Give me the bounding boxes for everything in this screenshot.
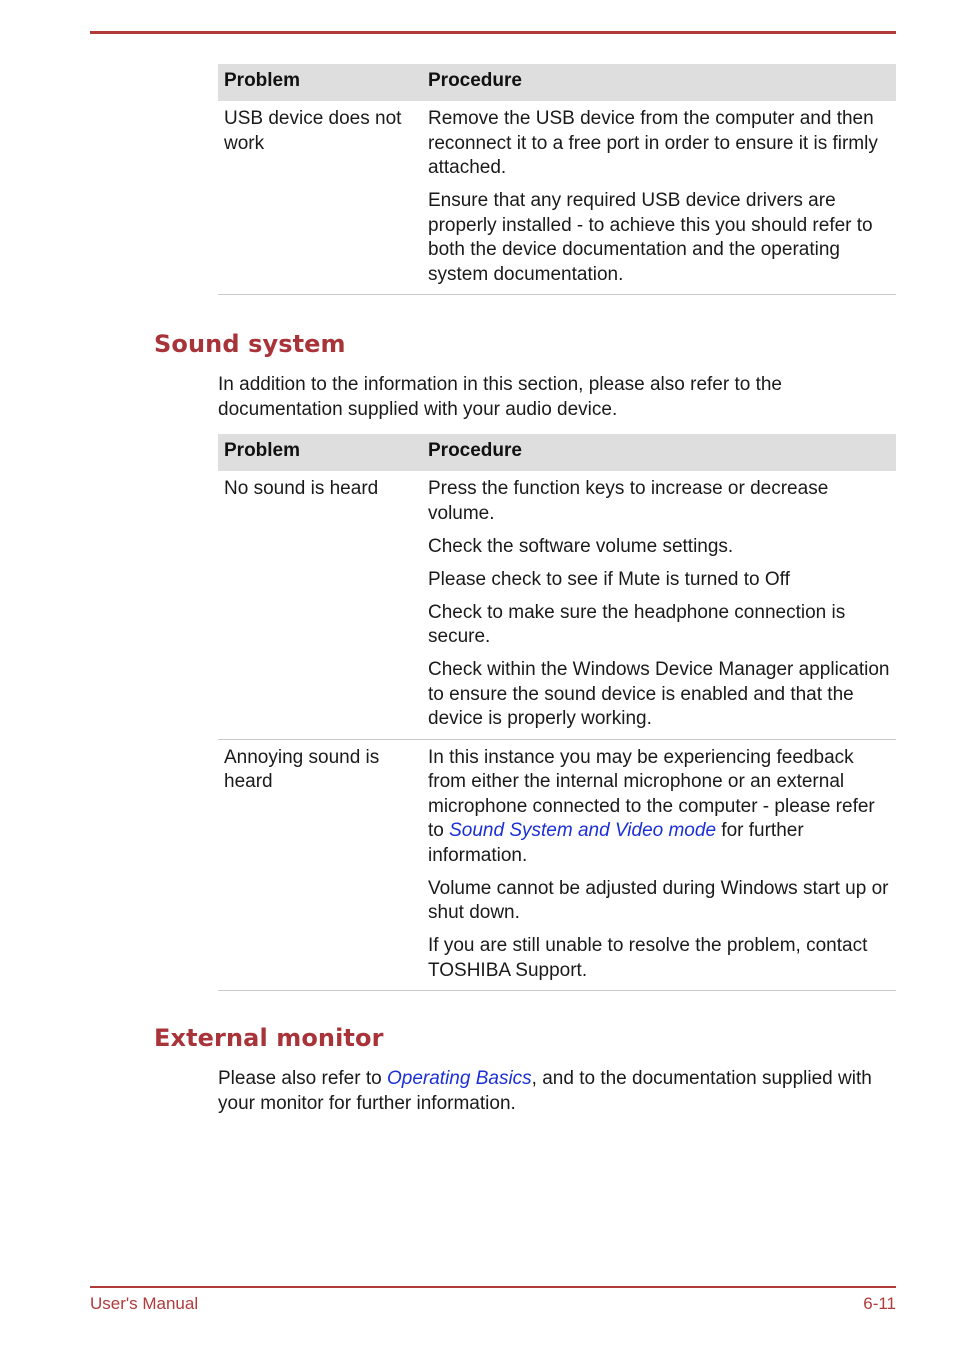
sound-section — [218, 373, 896, 422]
sound-system-video-mode-link[interactable]: Sound System and Video mode — [449, 820, 717, 841]
external-monitor-section — [218, 1067, 896, 1116]
procedure-cell — [422, 739, 896, 991]
problem-cell: USB device does not work — [218, 101, 422, 295]
procedure-step: Ensure that any required USB device drivers are properly installed - to achieve this you should refer to both the device documentation and the operating system documentation. — [428, 190, 873, 285]
procedure-step: Check to make sure the headphone connection is secure. — [428, 601, 846, 647]
column-header-procedure: Procedure — [422, 64, 896, 101]
external-monitor-text — [218, 1067, 896, 1116]
procedure-step: Check the software volume settings. — [428, 535, 734, 557]
procedure-step: Press the function keys to increase or decrease volume. — [428, 478, 829, 524]
feedback-text-after: for further information. — [428, 820, 804, 866]
table-row — [218, 471, 896, 739]
footer-manual-title: User's Manual — [90, 1294, 199, 1313]
operating-basics-link[interactable]: Operating Basics — [386, 1068, 532, 1089]
procedure-step: If you are still unable to resolve the problem, contact TOSHIBA Support. — [428, 935, 868, 981]
column-header-problem: Problem — [218, 64, 422, 101]
table-header-row — [218, 434, 896, 471]
procedure-step: Volume cannot be adjusted during Windows start up or shut down. — [428, 877, 889, 923]
footer-page-number: 6-11 — [863, 1294, 896, 1313]
sound-intro-text: In addition to the information in this section, please also refer to the documentation supplied with your audio device. — [218, 374, 782, 420]
procedure-step: Please check to see if Mute is turned to Off — [428, 568, 790, 590]
procedure-step: Check within the Windows Device Manager application to ensure the sound device is enabled and that the device is properly working. — [428, 659, 890, 729]
sound-problem-table — [218, 434, 896, 991]
problem-cell: Annoying sound is heard — [218, 739, 422, 991]
table-row — [218, 739, 896, 991]
table-row — [218, 101, 896, 295]
procedure-cell — [422, 101, 896, 295]
procedure-cell — [422, 471, 896, 739]
footer-rule — [90, 1286, 896, 1288]
sound-table-wrap — [218, 434, 896, 991]
column-header-problem: Problem — [218, 434, 422, 471]
usb-problem-table — [218, 64, 896, 295]
column-header-procedure: Procedure — [422, 434, 896, 471]
monitor-text-before: Please also refer to — [218, 1068, 387, 1089]
problem-cell: No sound is heard — [218, 471, 422, 739]
procedure-step — [428, 746, 890, 869]
usb-section — [218, 64, 896, 295]
monitor-text-after: , and to the documentation supplied with your monitor for further information. — [218, 1068, 872, 1114]
header-rule — [90, 31, 896, 34]
table-header-row — [218, 64, 896, 101]
section-heading-external-monitor: External monitor — [154, 1024, 384, 1052]
procedure-step: Remove the USB device from the computer and then reconnect it to a free port in order to ensure it is firmly attached. — [428, 108, 878, 178]
section-heading-sound-system: Sound system — [154, 330, 346, 358]
feedback-text-before: In this instance you may be experiencing feedback from either the internal microphone or an external microphone connected to the computer - please refer to — [428, 746, 875, 841]
